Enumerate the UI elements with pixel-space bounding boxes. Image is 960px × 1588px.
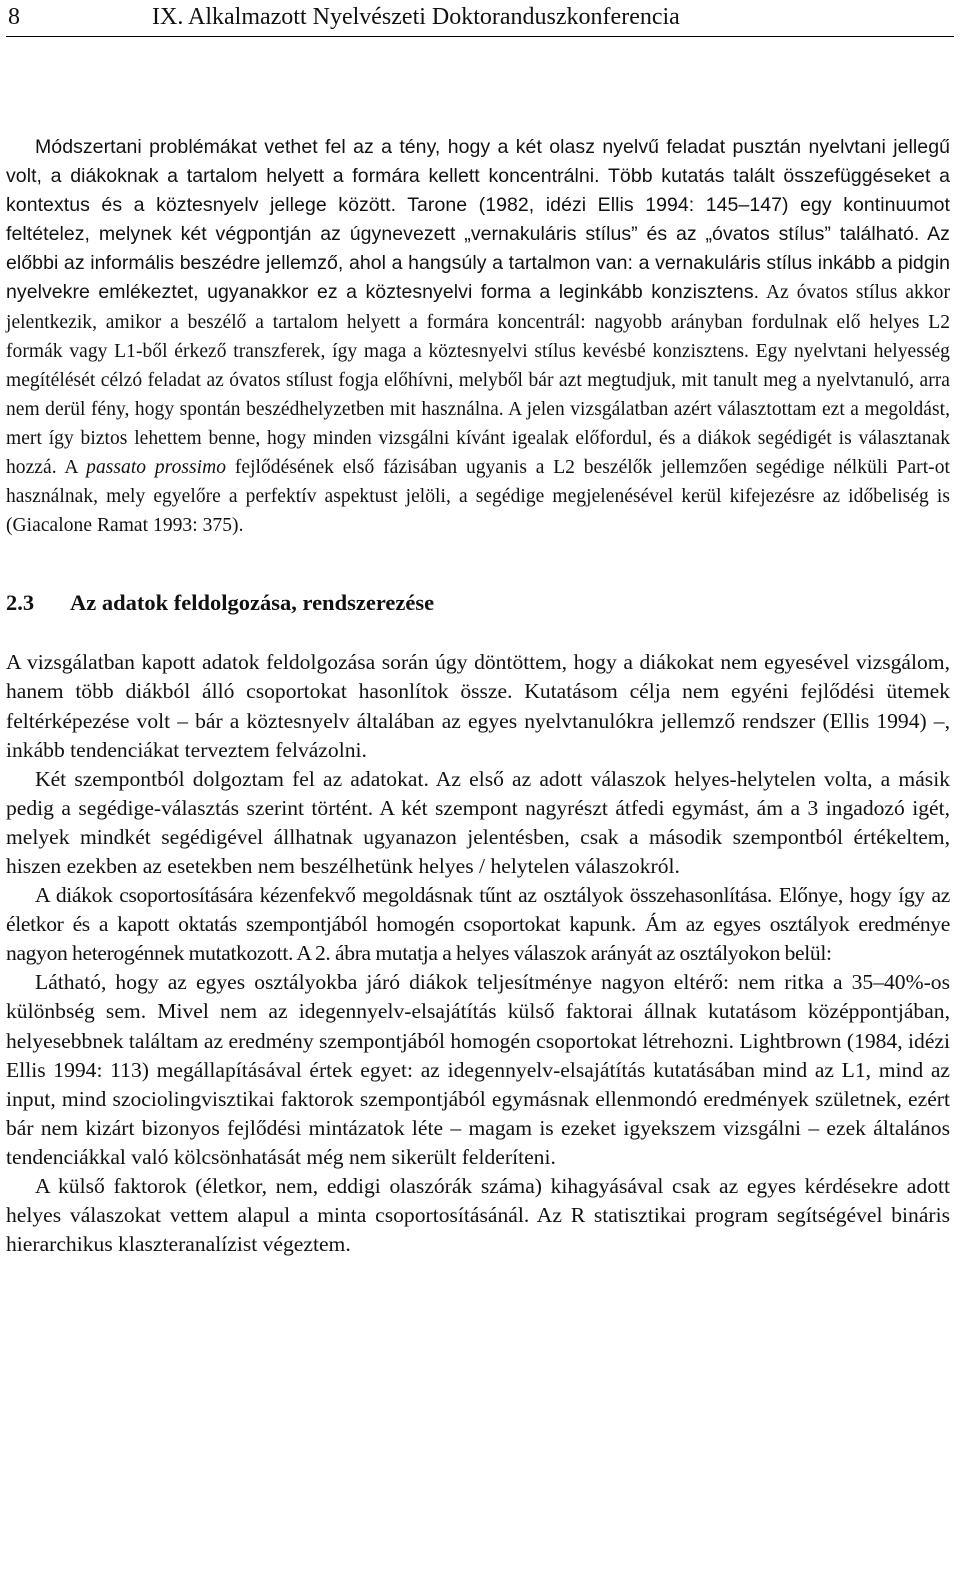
paragraph-results: Látható, hogy az egyes osztályokba járó diákok teljesítménye nagyon eltérő: nem ritka a 35–40%-os különbség sem. Mivel nem az idegennyelv-elsajátítás külső faktorai állnak kutatásom középpontjában, helyesebbnek találtam az eredmény szempontjából homogén csoportokat létrehozni. Lightbrown (1984, idézi Ellis 1994: 113) megállapításával értek egyet: az idegennyelv-elsajátítás kutatásában mind az L1, mind az input, mind szociolingvisztikai faktorok szempontjából egymásnak ellenmondó eredmények születnek, ezért bár nem kizárt bizonyos fejlődési mintázatok léte – magam is ezeket igyekszem vizsgálni – ezek általános tendenciákkal való kölcsönhatását még nem sikerült felderíteni. [6,970,950,1169]
paragraph-method-part-a: Módszertani problémákat vethet fel az a tény, hogy a két olasz nyelvű feladat pusztán nyelvtani jellegű volt, a diákoknak a tartalom helyett a formára kellett koncentrálni. Több kutatás talált összefüggéseket a kontextus és a köztesnyelv jellege között. Tarone (1982, idézi Ellis 1994: 145–147) egy kontinuumot feltételez, melynek két végpontján az úgynevezett „vernakuláris stílus” és az „óvatos stílus” található. Az előbbi az informális beszédre jellemző, ahol a hangsúly a tartalmon van: a vernakuláris stílus inkább a pidgin nyelvekre emlékeztet, ugyanakkor ez a köztesnyelvi forma a leginkább konzisztens. [6,136,950,304]
paragraph-method-part-b: Az óvatos stílus akkor jelentkezik, amikor a beszélő a tartalom helyett a formára koncentrál: nagyobb arányban fordulnak elő helyes L2 formák vagy L1-ből érkező transzferek, így maga a köztesnyelvi stílus kevésbé konzisztens. Egy nyelvtani helyesség megítélését célzó feladat az óvatos stílust fogja előhívni, melyből bár azt megtudjuk, mit tanult meg a nyelvtanuló, arra nem derül fény, hogy spontán beszédhelyzetben mit használna. A jelen vizsgálatban azért választottam ezt a megoldást, mert így biztos lehettem benne, hogy minden vizsgálni kívánt igealak előfordul, és a diákok segédigét is választanak hozzá. A [6,282,950,479]
body-text [6,133,950,1259]
section-title: Az adatok feldolgozása, rendszerezése [70,590,435,616]
page-number: 8 [8,4,20,30]
paragraph-grouping: A diákok csoportosítására kézenfekvő megoldásnak tűnt az osztályok összehasonlítása. Előnye, hogy így az életkor és a kapott oktatás szempontjából homogén csoportokat kapunk. Ám az egyes osztályok eredménye nagyon heterogénnek mutatkozott. A 2. ábra mutatja a helyes válaszok arányát az osztályokon belül: [6,883,950,966]
paragraph-method [6,133,950,540]
page-header [6,2,954,37]
section-heading [6,588,950,618]
italic-term: passato prossimo [86,457,227,479]
section-number: 2.3 [6,590,35,616]
running-head: IX. Alkalmazott Nyelvészeti Doktoranduszkonferencia [152,4,680,30]
paragraph-method-part-c: fejlődésének első fázisában ugyanis a L2 beszélők jellemzően segédige nélküli Part-ot használnak, mely egyelőre a perfektív aspektust jelöli, a segédige megjelenésével kerül kifejezésre az időbeliség is (Giacalone Ramat 1993: 375). [6,457,950,537]
paragraph-external-factors: A külső faktorok (életkor, nem, eddigi olaszórák száma) kihagyásával csak az egyes kérdésekre adott helyes válaszokat vettem alapul a minta csoportosításánál. Az R statisztikai program segítségével bináris hierarchikus klaszteranalízist végeztem. [6,1174,950,1257]
paragraph-two-aspects: Két szempontból dolgoztam fel az adatokat. Az első az adott válaszok helyes-helytelen volta, a másik pedig a segédige-választás szerint történt. A két szempont nagyrészt átfedi egymást, ám a 3 ingadozó igét, melyek mindkét segédigével állhatnak ugyanazon jelentésben, csak a második szempontból értékeltem, hiszen ezekben az esetekben nem beszélhetünk helyes / helytelen válaszokról. [6,766,950,878]
paragraph-data-processing: A vizsgálatban kapott adatok feldolgozása során úgy döntöttem, hogy a diákokat nem egyesével vizsgálom, hanem több diákból álló csoportokat hasonlítok össze. Kutatásom célja nem egyéni fejlődési ütemek feltérképezése volt – bár a köztesnyelv általában az egyes nyelvtanulókra jellemző rendszer (Ellis 1994) –, inkább tendenciákat terveztem felvázolni. [6,650,950,762]
